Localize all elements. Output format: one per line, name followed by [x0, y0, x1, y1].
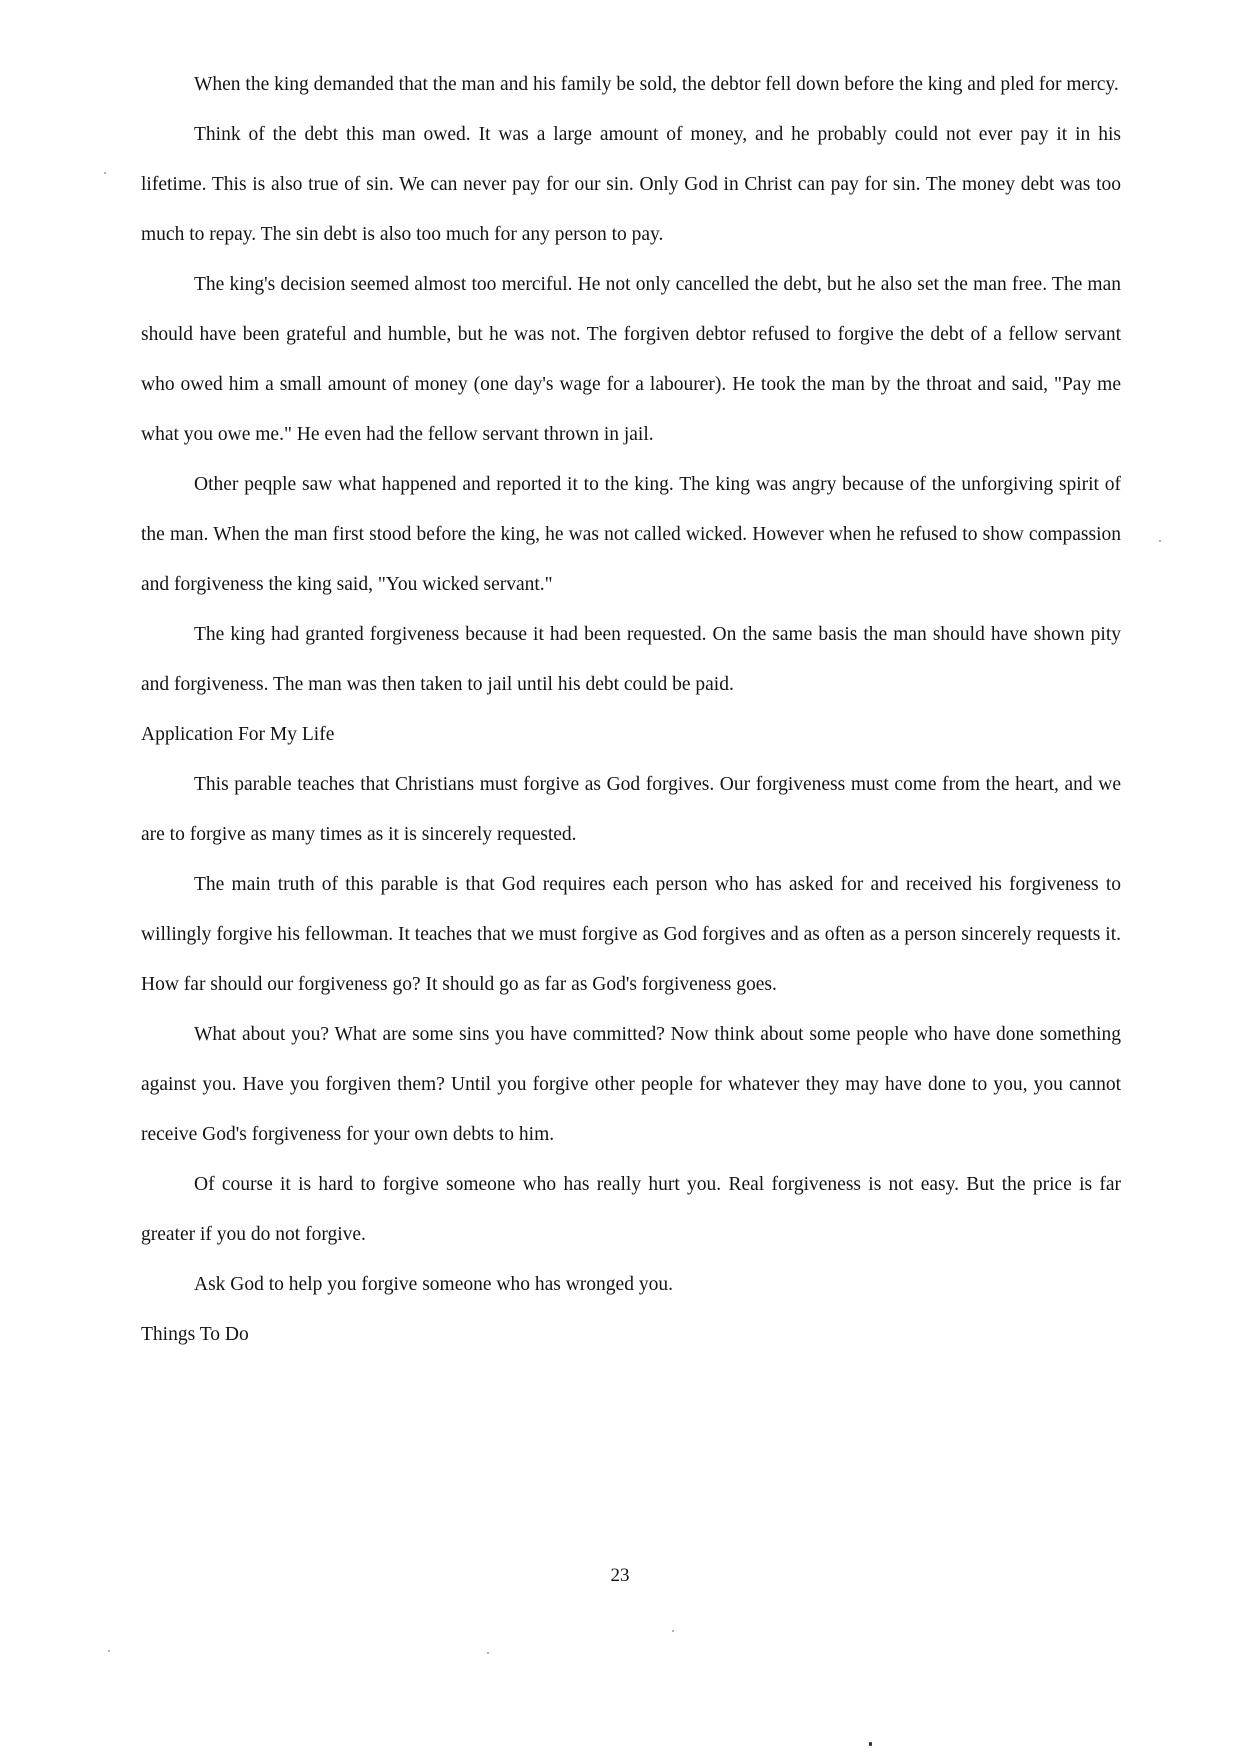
things-to-do-heading: Things To Do — [141, 1324, 249, 1345]
scan-speck — [104, 172, 106, 174]
application-heading: Application For My Life — [141, 724, 335, 745]
scan-speck — [108, 1650, 110, 1652]
paragraph-king-demanded: When the king demanded that the man and his family be sold, the debtor fell down before the king and pled for mercy. — [194, 74, 1119, 95]
paragraph-ask-god: Ask God to help you forgive someone who has wronged you. — [194, 1274, 673, 1295]
paragraph-parable-teaches: This parable teaches that Christians must forgive as God forgives. Our forgiveness must come from the heart, and we are to forgive as many times as it is sincerely requested. — [141, 774, 1121, 845]
paragraph-what-about-you: What about you? What are some sins you have committed? Now think about some people who have done something against you. Have you forgiven them? Until you forgive other people for whatever they may have done to you, you cannot receive God's forgiveness for your own debts to him. — [141, 1024, 1121, 1145]
scan-speck — [1159, 540, 1161, 542]
paragraph-main-truth: The main truth of this parable is that God requires each person who has asked for and received his forgiveness to willingly forgive his fellowman. It teaches that we must forgive as God forgives and as often as a person sincerely requests it. How far should our forgiveness go? It should go as far as God's forgiveness goes. — [141, 874, 1121, 995]
document-body — [141, 60, 1121, 1360]
scan-speck — [487, 1652, 489, 1654]
paragraph-debt-owed: Think of the debt this man owed. It was a large amount of money, and he probably could not ever pay it in his lifetime. This is also true of sin. We can never pay for our sin. Only God in Christ can pay for sin. The money debt was too much to repay. The sin debt is also too much for any person to pay. — [141, 124, 1121, 245]
page-number: 23 — [610, 1565, 630, 1586]
paragraph-hard-to-forgive: Of course it is hard to forgive someone who has really hurt you. Real forgiveness is not easy. But the price is far greater if you do not forgive. — [141, 1174, 1121, 1245]
scan-speck — [869, 1742, 872, 1746]
paragraph-granted-forgiveness: The king had granted forgiveness because it had been requested. On the same basis the man should have shown pity and forgiveness. The man was then taken to jail until his debt could be paid. — [141, 624, 1121, 695]
paragraph-king-decision: The king's decision seemed almost too merciful. He not only cancelled the debt, but he also set the man free. The man should have been grateful and humble, but he was not. The forgiven debtor refused to forgive the debt of a fellow servant who owed him a small amount of money (one day's wage for a labourer). He took the man by the throat and said, "Pay me what you owe me." He even had the fellow servant thrown in jail. — [141, 274, 1121, 445]
scan-speck — [672, 1630, 674, 1632]
paragraph-other-people: Other peqple saw what happened and reported it to the king. The king was angry because of the unforgiving spirit of the man. When the man first stood before the king, he was not called wicked. However when he refused to show compassion and forgiveness the king said, "You wicked servant." — [141, 474, 1121, 595]
